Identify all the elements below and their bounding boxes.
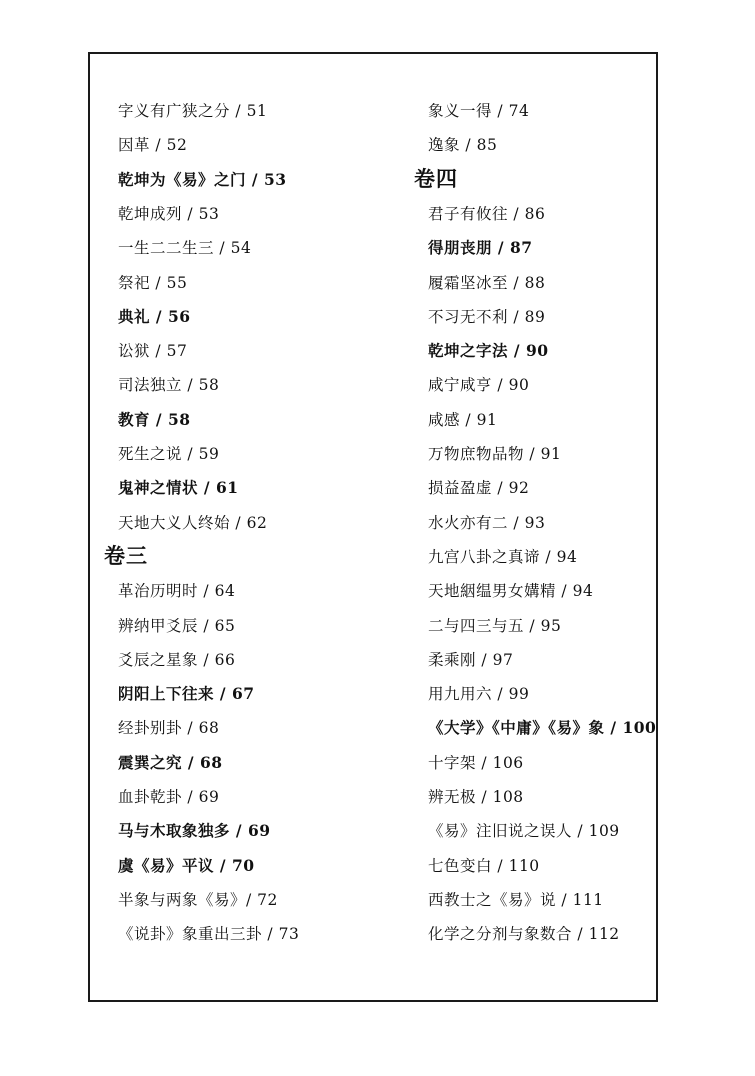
toc-entry: 象义一得 / 74 [428, 102, 530, 120]
toc-entry: 天地大义人终始 / 62 [118, 513, 268, 532]
toc-entry: 一生二二生三 / 54 [118, 239, 252, 258]
toc-entry: 马与木取象独多 / 69 [118, 821, 271, 841]
toc-entry: 革治历明时 / 64 [118, 582, 236, 601]
toc-entry: 教育 / 58 [118, 409, 191, 429]
toc-entry: 辨无极 / 108 [428, 788, 524, 806]
toc-entry: 血卦乾卦 / 69 [118, 788, 220, 806]
toc-entry: 九宫八卦之真谛 / 94 [428, 547, 578, 566]
toc-entry: 西教士之《易》说 / 111 [428, 890, 604, 909]
toc-entry: 阴阳上下往来 / 67 [118, 684, 255, 704]
toc-entry: 《易》注旧说之误人 / 109 [428, 822, 620, 841]
toc-entry: 天地絪缊男女媾精 / 94 [428, 582, 594, 601]
toc-page-frame [88, 52, 658, 1002]
toc-entry: 水火亦有二 / 93 [428, 513, 546, 532]
toc-entry: 咸宁咸亨 / 90 [428, 376, 530, 395]
toc-entry: 不习无不利 / 89 [428, 307, 546, 326]
toc-entry: 半象与两象《易》/ 72 [118, 890, 278, 909]
toc-entry: 咸感 / 91 [428, 410, 498, 429]
toc-entry: 履霜坚冰至 / 88 [428, 273, 546, 292]
toc-entry: 辨纳甲爻辰 / 65 [118, 616, 236, 635]
toc-entry: 司法独立 / 58 [118, 376, 220, 395]
toc-entry: 万物庶物品物 / 91 [428, 445, 562, 463]
toc-entry: 乾坤成列 / 53 [118, 204, 220, 223]
toc-entry: 祭祀 / 55 [118, 273, 188, 292]
toc-entry: 震巽之究 / 68 [118, 752, 223, 772]
toc-entry: 得朋丧朋 / 87 [428, 238, 533, 258]
toc-entry: 十字架 / 106 [428, 753, 524, 772]
toc-entry: 《说卦》象重出三卦 / 73 [118, 925, 300, 944]
toc-entry: 二与四三与五 / 95 [428, 616, 562, 635]
toc-entry: 虞《易》平议 / 70 [118, 855, 255, 875]
toc-entry: 鬼神之情状 / 61 [118, 478, 239, 498]
toc-entry: 逸象 / 85 [428, 136, 498, 155]
toc-entry: 爻辰之星象 / 66 [118, 650, 236, 669]
toc-entry: 字义有广狭之分 / 51 [118, 102, 268, 120]
toc-entry: 君子有攸往 / 86 [428, 204, 546, 223]
toc-entry: 死生之说 / 59 [118, 445, 220, 463]
toc-entry: 乾坤之字法 / 90 [428, 341, 549, 361]
volume-heading: 卷三 [104, 542, 148, 568]
toc-entry: 经卦别卦 / 68 [118, 719, 220, 738]
toc-entry: 乾坤为《易》之门 / 53 [118, 169, 287, 189]
toc-entry: 因革 / 52 [118, 136, 188, 155]
toc-entry: 讼狱 / 57 [118, 342, 188, 361]
toc-entry: 《大学》《中庸》《易》象 / 100 [428, 718, 657, 738]
toc-entry: 柔乘刚 / 97 [428, 650, 514, 669]
volume-heading: 卷四 [414, 165, 458, 191]
toc-entry: 典礼 / 56 [118, 306, 191, 326]
toc-entry: 损益盈虚 / 92 [428, 479, 530, 498]
toc-entry: 化学之分剂与象数合 / 112 [428, 925, 620, 944]
toc-entry: 七色变白 / 110 [428, 856, 540, 875]
toc-entry: 用九用六 / 99 [428, 685, 530, 704]
